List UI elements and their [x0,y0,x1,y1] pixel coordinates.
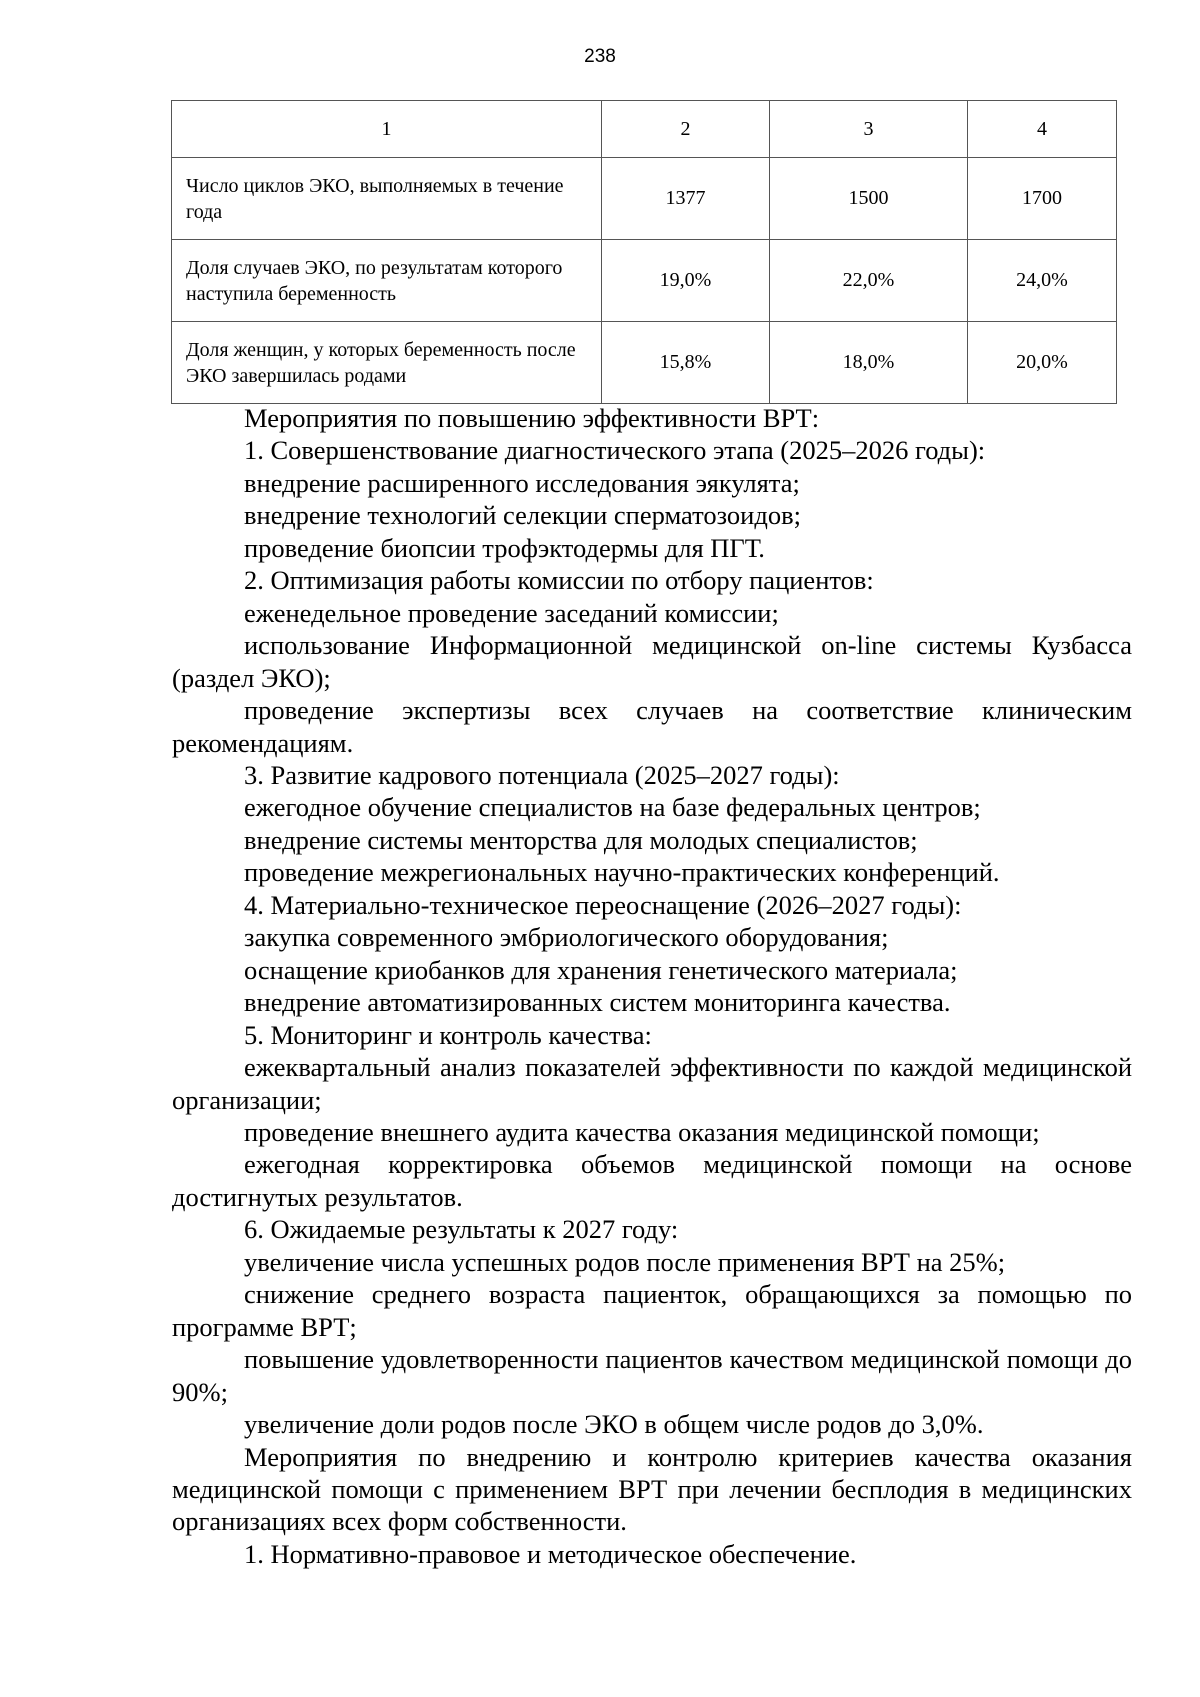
list-item: ежегодная корректировка объемов медицинской помощи на основе достигнутых результатов. [172,1149,1132,1212]
list-item: внедрение технологий селекции сперматозоидов; [244,500,801,531]
list-item: проведение экспертизы всех случаев на соответствие клиническим рекомендациям. [172,695,1132,758]
table-cell: 1500 [770,158,968,240]
table-header-row [172,101,1117,158]
list-item: повышение удовлетворенности пациентов качеством медицинской помощи до 90%; [172,1344,1132,1407]
table-row [172,240,1117,322]
table-row [172,322,1117,404]
section-heading: Мероприятия по повышению эффективности ВРТ: [244,403,820,433]
numbered-item: 6. Ожидаемые результаты к 2027 году: [244,1214,679,1245]
list-item: проведение межрегиональных научно-практических конференций. [244,857,1000,888]
numbered-item: 1. Нормативно-правовое и методическое обеспечение. [244,1538,857,1569]
indicators-table [171,100,1117,404]
table-cell: 24,0% [968,240,1117,322]
table-cell: 22,0% [770,240,968,322]
table-cell: 19,0% [602,240,770,322]
list-item: использование Информационной медицинской on-line системы Кузбасса (раздел ЭКО); [172,630,1132,693]
document-body [172,402,1132,1570]
table-row-label: Число циклов ЭКО, выполняемых в течение года [172,158,602,240]
list-item: закупка современного эмбриологического оборудования; [244,922,889,953]
list-item: ежеквартальный анализ показателей эффективности по каждой медицинской организации; [172,1052,1132,1115]
table-row-label: Доля женщин, у которых беременность после ЭКО завершилась родами [172,322,602,404]
numbered-item: 5. Мониторинг и контроль качества: [244,1019,652,1050]
table-header-cell: 4 [968,101,1117,158]
table-row [172,158,1117,240]
table-header-cell: 3 [770,101,968,158]
table-cell: 20,0% [968,322,1117,404]
list-item: оснащение криобанков для хранения генетического материала; [244,954,958,985]
table-header-cell: 1 [172,101,602,158]
list-item: проведение биопсии трофэктодермы для ПГТ. [244,532,765,563]
table-cell: 1700 [968,158,1117,240]
list-item: снижение среднего возраста пациенток, обращающихся за помощью по программе ВРТ; [172,1279,1132,1342]
section-heading: Мероприятия по внедрению и контролю критериев качества оказания медицинской помощи с применением ВРТ при лечении бесплодия в медицинских организациях всех форм собственности. [172,1441,1132,1537]
list-item: внедрение системы менторства для молодых специалистов; [244,824,918,855]
numbered-item: 2. Оптимизация работы комиссии по отбору пациентов: [244,565,874,596]
list-item: увеличение доли родов после ЭКО в общем числе родов до 3,0%. [244,1409,984,1440]
table-cell: 15,8% [602,322,770,404]
list-item: ежегодное обучение специалистов на базе федеральных центров; [244,792,981,823]
page-number: 238 [584,46,616,67]
table-row-label: Доля случаев ЭКО, по результатам которого наступила беременность [172,240,602,322]
table-header-cell: 2 [602,101,770,158]
list-item: внедрение автоматизированных систем мониторинга качества. [244,987,951,1018]
numbered-item: 4. Материально-техническое переоснащение (2026–2027 годы): [244,889,962,920]
numbered-item: 3. Развитие кадрового потенциала (2025–2027 годы): [244,759,840,790]
table-cell: 18,0% [770,322,968,404]
list-item: увеличение числа успешных родов после применения ВРТ на 25%; [244,1246,1006,1277]
list-item: еженедельное проведение заседаний комиссии; [244,597,779,628]
list-item: проведение внешнего аудита качества оказания медицинской помощи; [244,1116,1040,1147]
table-cell: 1377 [602,158,770,240]
numbered-item: 1. Совершенствование диагностического этапа (2025–2026 годы): [244,435,986,466]
list-item: внедрение расширенного исследования эякулята; [244,467,800,498]
